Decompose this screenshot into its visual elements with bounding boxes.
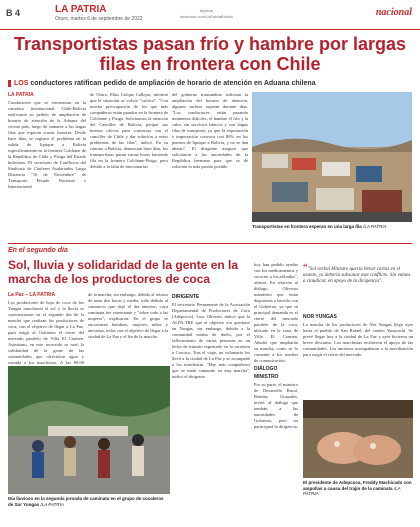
article1-column-3: del gobierno transandino solicitan la ampliación del horario de atención, algunos incluso esperan durante días. "Los conductores están pasando momentos difíciles, el hambre el frío y la calor, sin servicios básicos y con largas filas de transporte, ya que la exportación e importación convoca con 80% en los puertos de Iquique a Bolivia, y no se dan abasto". El dirigente aseguró que solicitaron a las autoridades de la República hermana para que se dé solución lo más pronto posible. [172, 92, 248, 169]
march-photo [8, 366, 170, 494]
page-number: B 4 [6, 8, 21, 18]
article2-headline: Sol, lluvia y solidaridad de la gente en la marcha de los productores de coca [8, 258, 239, 286]
article2-kicker: En el segundo día [8, 247, 68, 254]
newspaper-logo: LA PATRIA [55, 4, 107, 15]
article2-column-2: de la marcha, sin embargo, debido al retraso de unas dos horas y media, todo debido al cansancio que dejó el día anterior, cuya caminata fue extenuante y "sobre todo a las mujeres", explicaron. En el grupo se encuentran hombres, mujeres, niños y ancianos, todos con el objetivo de llegar a la ciudad de La Paz y el fin de la marcha. [88, 292, 168, 339]
article1-column-1: LA PATRIA Conductores que se encuentran en la carretera internacional Chile-Bolivia ratificaron su pedido de ampliación de horario de atención de la Aduana del vecino país, luego de sumarse a las largas filas que esperan cruzar frontera. Desde hace días, se registra el problema en la salida de Iquique a Bolivia específicamente en la frontera Colchane de la República de Chile y Pisiga del Estado boliviano. El secretario de Conflictos del Sindicato de Choferes Asalariados Largo Distancia "16 de Noviembre" de Transporte Pesado Nacional e Internacional [8, 92, 86, 189]
article1-column-2: de Oruro, Elías Colque Callejas, informó que la situación se volvió "caótica". "Con mucha preocupación de los que más compañeros están parados en la frontera de Colchane y Pisiga. Solicitamos la atención del Canciller de Bolivia, porque sus buenos oficios para conversar con el canciller de Chile y dar solución a estos problemas de las filas", indicó. En su camino a Bolivia, denuncian hace días, los transportistas pasan varias horas haciendo fila en la frontera Colchane-Pisiga, pero debido a la falta de funcionarios [90, 92, 168, 169]
article2-column-5: NOR YUNGAS La marcha de los productores de Nor Yungas llegó ayer hasta el pueblo de San Rafael, del cantón Yanacachi. Se prevé llegar hoy a la ciudad de La Paz y ayer hicieron un breve descanso. Los marchistas recibieron el apoyo de las comunidades. Los ancianos acompañaron a la movilización para exigir el cierre del mercado. [303, 314, 413, 357]
photo2-caption: Día lluvioso en la segunda jornada de caminata en el grupo de cocaleros de Sur Yungas /LA PATRIA [8, 496, 164, 507]
article2-column-1: La Paz – LA PATRIA Los productores de hoja de coca de los Yungas marcharon el sol y la lluvia se caracterizaron en el segundo día de la marcha que realizan los productores de coca, con el objetivo de llegar a La Paz, para exigir al Gobierno el cierre del mercado paralelo de Villa El Carmen. Asimismo, en este recorrido se notó la solidaridad de la gente de las comunidades que ofrecieron agua y comida a los marchistas. A las 09:00 [8, 292, 84, 365]
section-label: nacional [375, 7, 412, 18]
page-header [0, 0, 420, 30]
photo3-caption: El presidente de Adepcoca, Freddy Machicado con ampollas a causa del trajín de la caminata /LA PATRIA [303, 480, 412, 496]
header-contact: lapatria facebook.com/LaPatriaBolivia [180, 8, 233, 19]
leader-feet-photo [303, 400, 413, 478]
article2-column-3: DIRIGENTE El secretario Permanente de la Asociación Departamental de Productores de Coca (Adepcoca), Luis Oliveros indicó que la ALPA-TRE que el objetivo era quedarse en Yungas, sin embargo, debido a la comunidad estaba de duelo, por el fallecimiento de varias personas en un lecho de tránsito registrado en la carretera a Coroico. Tras el viaje, un voluntario les llevó a la ciudad de La Paz y se acompañó a los marchistas. "Hay más compañeros que se están sumando en esta marcha", indicó el dirigente. [172, 294, 250, 379]
photo1-caption: Transportistas en frontera esperan en una larga fila /LA PATRIA [252, 224, 387, 229]
sub-headline: LOS conductores ratifican pedido de ampliación de horario de atención en Aduana chilena [8, 80, 412, 87]
section-divider [8, 243, 412, 244]
issue-date: Oruro, martes 6 de septiembre de 2022 [55, 16, 143, 22]
border-trucks-photo [252, 92, 412, 222]
pull-quote: “"Sol verbal Ministro quería llevar cartas en el asunto, ya debería subsanar este conflicto. Sin vamos a claudicar, en apoyo de la dirigencia". [303, 262, 411, 284]
article2-column-4: hoy han pedido ayudar con los medicamentos y socorrer a los afiliados", afirmó. En relación al diálogo, Oliveros manifestó que están dispuestos a hacerlo con el Gobierno, ya que su principal demanda es el cierre del mercado paralelo de la coca, ubicado en la zona de Villa El Carmen. Añadió que ampliarán su marcha, como se lo comentó a los medios de comunicación. DIÁLOGO MINISTRO Por su parte, el ministro de Desarrollo Rural, Remmy Gonzales, invitó al diálogo que tendrán a las autoridades de Gobierno, pero no participará la dirigencia. [254, 262, 298, 429]
main-headline: Transportistas pasan frío y hambre por largas filas en frontera con Chile [13, 34, 407, 74]
